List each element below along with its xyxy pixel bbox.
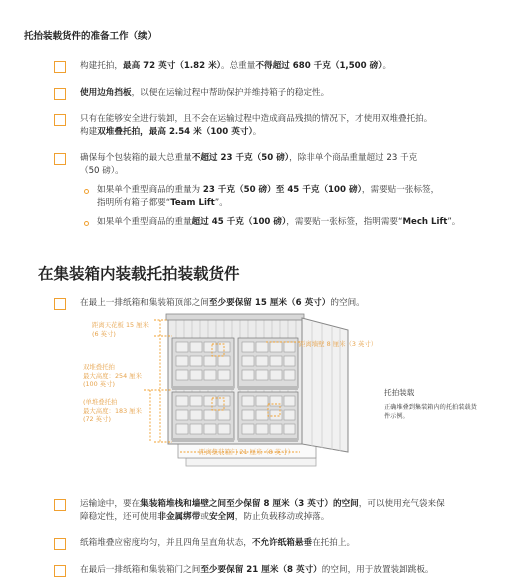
annotation-wall-gap: 距离墙壁 8 厘米（3 英寸） bbox=[299, 340, 378, 348]
checkbox[interactable] bbox=[54, 499, 66, 511]
checklist-item-double-stack: 只有在能够安全进行装卸，且不会在运输过程中造成商品残损的情况下，才使用双堆叠托拍。 构建双堆叠托拍，最高 2.54 米（100 英寸）。 bbox=[80, 114, 433, 137]
annotation-door-gap: 距离集装箱门 21 厘米（8 英寸） bbox=[199, 448, 294, 456]
checklist-item-no-overhang: 纸箱堆叠应密度均匀，并且四角呈直角状态，不允许纸箱悬垂在托拍上。 bbox=[80, 538, 356, 548]
diagram-side-title: 托拍装载 bbox=[384, 388, 415, 397]
checklist-item-top-clearance: 在最上一排纸箱和集装箱顶部之间至少要保留 15 厘米（6 英寸）的空间。 bbox=[80, 298, 365, 308]
annotation-single-stack: (单堆叠托拍 最大高度：183 厘米 (72 英寸) bbox=[83, 398, 142, 423]
annotation-ceiling-gap: 距离天花板 15 厘米 (6 英寸) bbox=[92, 321, 149, 338]
checklist-item-wall-gap: 运输途中，要在集装箱堆栈和墙壁之间至少保留 8 厘米（3 英寸）的空间，可以使用充气袋来保 障稳定性，还可使用非金属绑带或安全网，防止负载移动或掉落。 bbox=[80, 499, 445, 522]
annotation-double-stack: 双堆叠托拍 最大高度：254 厘米 (100 英寸) bbox=[83, 363, 142, 388]
diagram-side-description: 正确堆叠到集装箱内的托拍装载货 件示例。 bbox=[384, 404, 477, 420]
checklist-item-pallet-height: 构建托拍，最高 72 英寸（1.82 米）。总重量不得超过 680 千克（1,500 磅）。 bbox=[80, 61, 392, 71]
checklist-item-box-weight: 确保每个包装箱的最大总重量不超过 23 千克（50 磅），除非单个商品重量超过 23 千克 （50 磅）。 bbox=[80, 153, 418, 176]
section-heading: 在集装箱内装载托拍装载货件 bbox=[38, 265, 240, 283]
sub-bullet-mech-lift: 如果单个重型商品的重量超过 45 千克（100 磅），需要贴一张标签，指明需要“Mech Lift”。 bbox=[97, 217, 461, 227]
checklist-item-corner-boards: 使用边角挡板，以便在运输过程中帮助保护并维持箱子的稳定性。 bbox=[80, 88, 330, 98]
sub-bullet-team-lift: 如果单个重型商品的重量为 23 千克（50 磅）至 45 千克（100 磅），需要贴一张标签， 指明所有箱子都要“Team Lift”。 bbox=[97, 185, 440, 208]
checkbox[interactable] bbox=[54, 565, 66, 577]
section-title: 托抬装载货件的准备工作（续） bbox=[24, 31, 158, 42]
checklist-item-door-gap: 在最后一排纸箱和集装箱门之间至少要保留 21 厘米（8 英寸）的空间，用于放置装卸跳板。 bbox=[80, 565, 434, 575]
checkbox[interactable] bbox=[54, 538, 66, 550]
